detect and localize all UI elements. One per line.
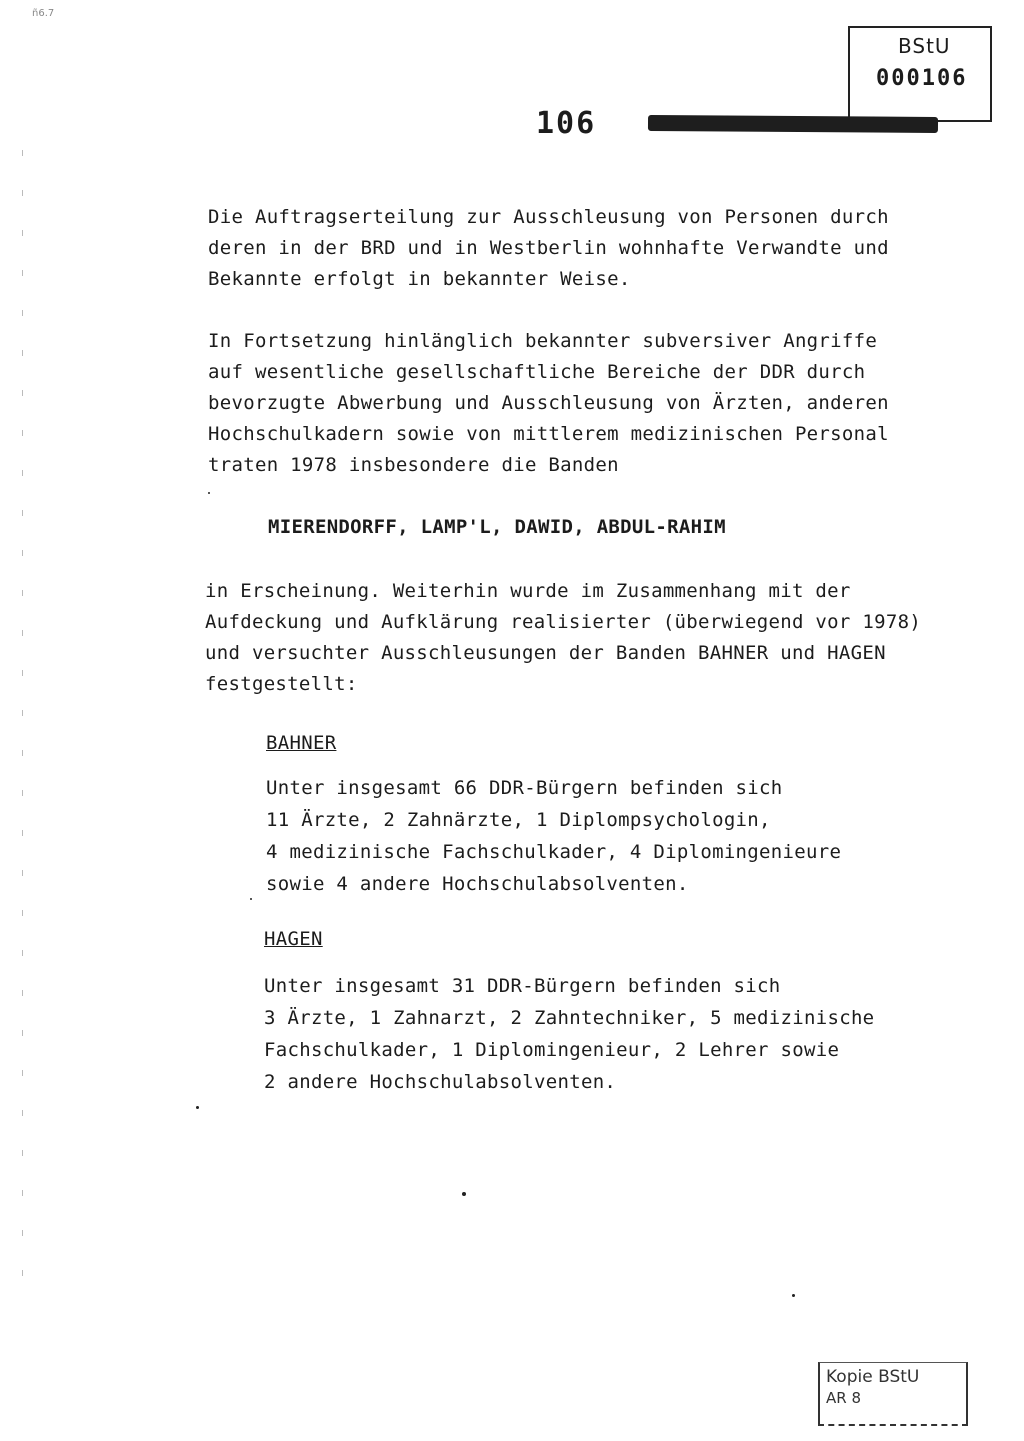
corner-handwritten-mark: ñ6.7 [32, 8, 55, 19]
copy-stamp [818, 1362, 968, 1426]
redaction-bar [648, 115, 938, 133]
paragraph-continuation: In Fortsetzung hinlänglich bekannter subversiver Angriffe auf wesentliche gesellschaftliche Bereiche der DDR durch bevorzugte Abwerbung und Ausschleusung von Ärzten, anderen Hochschulkadern sowie von mittlerem medizinischen Personal traten 1978 insbesondere die Banden [208, 330, 889, 476]
scan-speck [462, 1192, 466, 1196]
gang-names: MIERENDORFF, LAMP'L, DAWID, ABDUL-RAHIM [268, 516, 726, 538]
scan-speck [208, 492, 210, 494]
stamp-org: BStU [898, 34, 951, 58]
scan-speck [196, 1106, 199, 1109]
archive-stamp [848, 26, 992, 122]
section-body-bahner: Unter insgesamt 66 DDR-Bürgern befinden sich 11 Ärzte, 2 Zahnärzte, 1 Diplompsychologin, 4 medizinische Fachschulkader, 4 Diplomingenieure sowie 4 andere Hochschulabsolventen. [266, 777, 842, 895]
copy-stamp-line2: AR 8 [826, 1389, 861, 1407]
scan-speck [250, 898, 252, 900]
scan-edge-line [22, 150, 23, 1300]
stamp-number: 000106 [876, 66, 968, 91]
paragraph-intro: Die Auftragserteilung zur Ausschleusung von Personen durch deren in der BRD und in Westberlin wohnhafte Verwandte und Bekannte erfolgt in bekannter Weise. [208, 206, 889, 290]
page-number: 106 [536, 106, 597, 141]
section-body-hagen: Unter insgesamt 31 DDR-Bürgern befinden sich 3 Ärzte, 1 Zahnarzt, 2 Zahntechniker, 5 medizinische Fachschulkader, 1 Diplomingenieur, 2 Lehrer sowie 2 andere Hochschulabsolventen. [264, 975, 875, 1093]
copy-stamp-line1: Kopie BStU [826, 1367, 920, 1387]
scan-speck [792, 1294, 795, 1297]
section-heading-bahner: BAHNER [266, 732, 337, 754]
paragraph-findings: in Erscheinung. Weiterhin wurde im Zusammenhang mit der Aufdeckung und Aufklärung realisierter (überwiegend vor 1978) und versuchter Ausschleusungen der Banden BAHNER und HAGEN festgestellt: [205, 580, 922, 695]
section-heading-hagen: HAGEN [264, 928, 323, 950]
